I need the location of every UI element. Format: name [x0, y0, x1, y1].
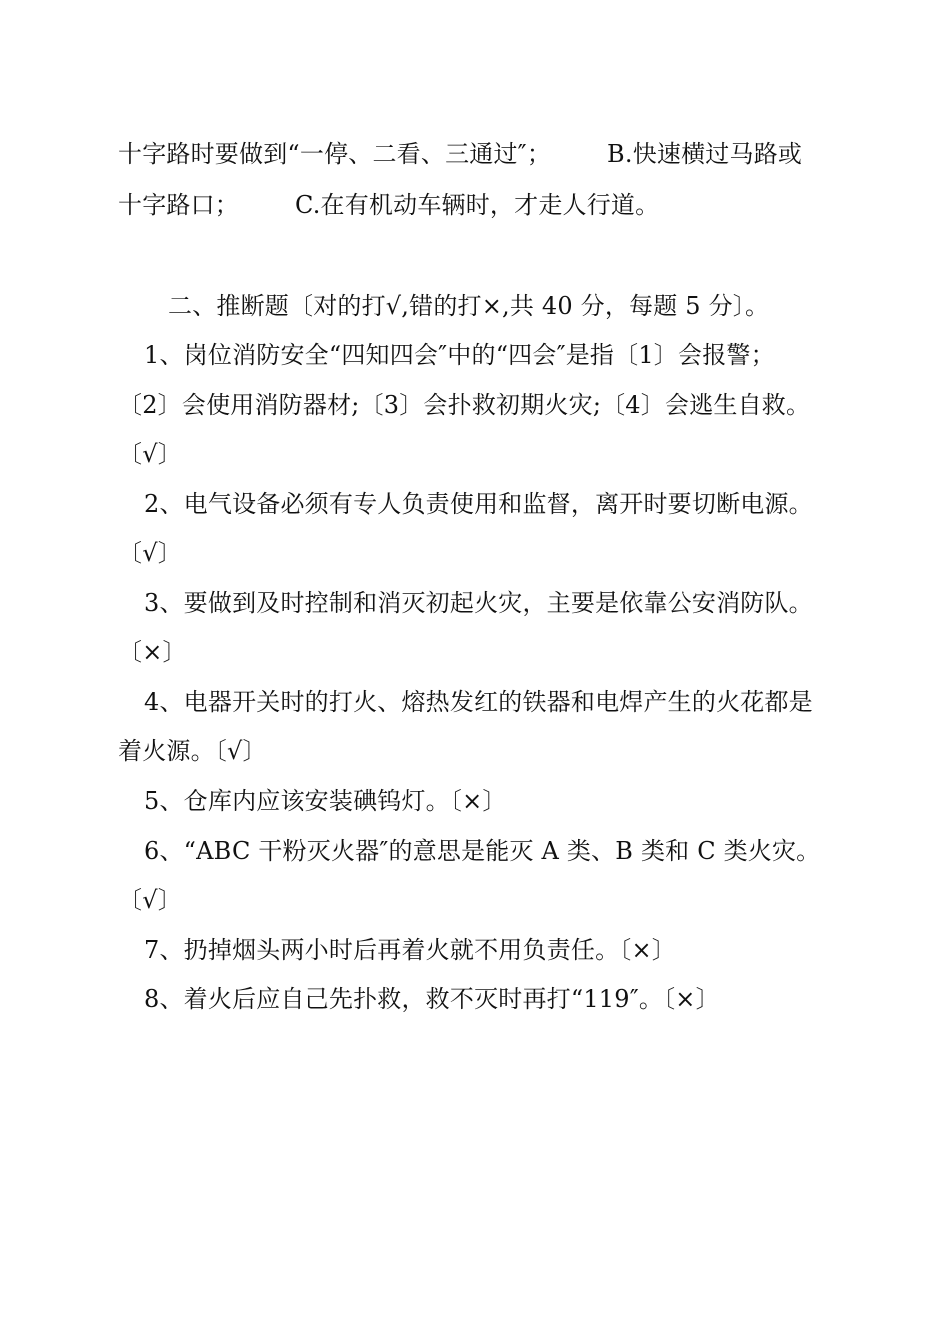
question-3-line-1: 3、要做到及时控制和消灭初起火灾，主要是依靠公安消防队。 [144, 589, 813, 617]
question-5-line-1: 5、仓库内应该安装碘钨灯。〔×〕 [144, 787, 507, 815]
question-2-answer: 〔√〕 [118, 539, 182, 567]
continuation-line-1 [118, 134, 838, 174]
question-4-line-1: 4、电器开关时的打火、熔热发红的铁器和电焊产生的火花都是 [144, 688, 813, 716]
question-6-answer: 〔√〕 [118, 886, 182, 914]
question-2-line-1: 2、电气设备必须有专人负责使用和监督，离开时要切断电源。 [144, 490, 813, 518]
question-3-answer: 〔×〕 [118, 638, 187, 666]
question-1-line-1: 1、岗位消防安全“四知四会″中的“四会″是指〔1〕会报警； [144, 341, 775, 369]
question-8-line-1: 8、着火后应自己先扑救，救不灭时再打“119″。〔×〕 [144, 985, 720, 1013]
question-1-answer: 〔√〕 [118, 440, 182, 468]
option-b-text: B.快速横过马路或 [607, 140, 803, 168]
continuation-text: 十字路时要做到“一停、二看、三通过″； [118, 140, 552, 168]
section-title: 二、推断题〔对的打√,错的打×,共 40 分，每题 5 分〕。 [168, 292, 770, 320]
question-1-line-2: 〔2〕会使用消防器材;〔3〕会扑救初期火灾;〔4〕会逃生自救。 [118, 391, 811, 419]
option-c-text: C.在有机动车辆时，才走人行道。 [295, 191, 660, 219]
question-7-line-1: 7、扔掉烟头两小时后再着火就不用负责任。〔×〕 [144, 936, 676, 964]
continuation-text: 十字路口； [118, 191, 239, 219]
question-4-line-2: 着火源。〔√〕 [118, 737, 267, 765]
continuation-line-2 [118, 185, 838, 225]
question-6-line-1: 6、“ABC 干粉灭火器″的意思是能灭 A 类、B 类和 C 类火灾。 [144, 837, 821, 865]
